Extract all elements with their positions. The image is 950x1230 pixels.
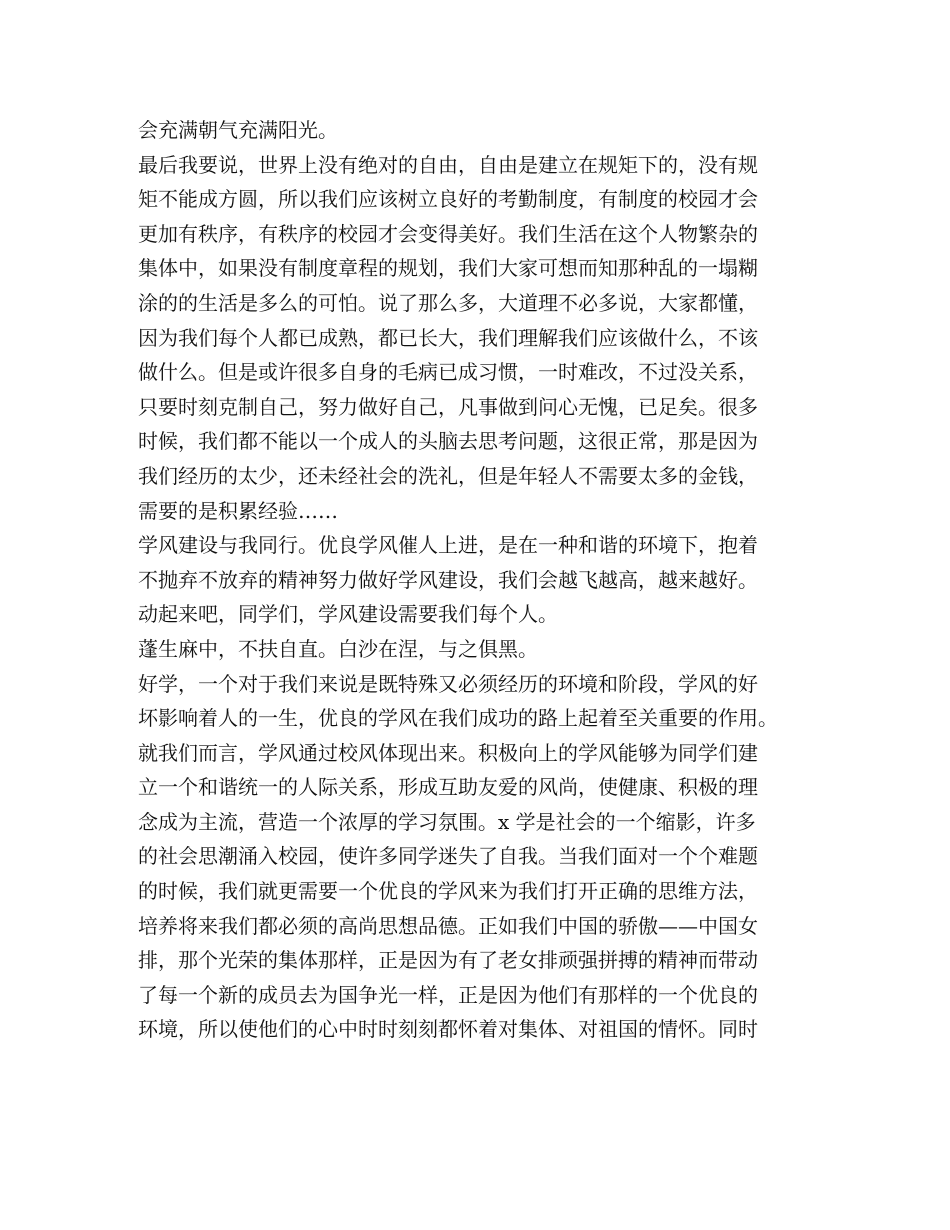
text-line: 培养将来我们都必须的高尚思想品德。正如我们中国的骄傲——中国女 <box>138 913 758 938</box>
text-line: 涂的的生活是多么的可怕。说了那么多，大道理不必多说，大家都懂， <box>138 290 758 315</box>
text-line: 的社会思潮涌入校园，使许多同学迷失了自我。当我们面对一个个难题 <box>138 844 758 869</box>
text-line: 最后我要说，世界上没有绝对的自由，自由是建立在规矩下的，没有规 <box>138 152 758 177</box>
text-line: 我们经历的太少，还未经社会的洗礼，但是年轻人不需要太多的金钱， <box>138 463 758 488</box>
text-line: 念成为主流，营造一个浓厚的学习氛围。x 学是社会的一个缩影，许多 <box>138 809 756 834</box>
text-line: 矩不能成方圆，所以我们应该树立良好的考勤制度，有制度的校园才会 <box>138 187 758 212</box>
text-line: 集体中，如果没有制度章程的规划，我们大家可想而知那种乱的一塌糊 <box>138 256 758 281</box>
text-line: 只要时刻克制自己，努力做好自己，凡事做到问心无愧，已足矣。很多 <box>138 394 758 419</box>
text-line: 更加有秩序，有秩序的校园才会变得美好。我们生活在这个人物繁杂的 <box>138 221 758 246</box>
text-line: 会充满朝气充满阳光。 <box>138 118 338 142</box>
text-line: 立一个和谐统一的人际关系，形成互助友爱的风尚，使健康、积极的理 <box>138 775 758 800</box>
text-line: 了每一个新的成员去为国争光一样，正是因为他们有那样的一个优良的 <box>138 982 758 1007</box>
text-line: 不抛弃不放弃的精神努力做好学风建设，我们会越飞越高，越来越好。 <box>138 567 758 592</box>
text-line: 就我们而言，学风通过校风体现出来。积极向上的学风能够为同学们建 <box>138 740 758 765</box>
document-body <box>138 113 838 1047</box>
text-line: 因为我们每个人都已成熟，都已长大，我们理解我们应该做什么，不该 <box>138 325 758 350</box>
text-line: 环境，所以使他们的心中时时刻刻都怀着对集体、对祖国的情怀。同时 <box>138 1017 758 1042</box>
text-line: 好学，一个对于我们来说是既特殊又必须经历的环境和阶段，学风的好 <box>138 671 758 696</box>
text-line: 坏影响着人的一生，优良的学风在我们成功的路上起着至关重要的作用。 <box>138 706 778 731</box>
text-line: 学风建设与我同行。优良学风催人上进，是在一种和谐的环境下，抱着 <box>138 533 758 558</box>
text-line: 需要的是积累经验…… <box>138 498 338 523</box>
text-line: 做什么。但是或许很多自身的毛病已成习惯，一时难改，不过没关系， <box>138 360 758 385</box>
text-line: 时候，我们都不能以一个成人的头脑去思考问题，这很正常，那是因为 <box>138 429 758 454</box>
text-line: 排，那个光荣的集体那样，正是因为有了老女排顽强拼搏的精神而带动 <box>138 948 758 973</box>
text-line: 动起来吧，同学们，学风建设需要我们每个人。 <box>138 602 558 627</box>
text-line: 的时候，我们就更需要一个优良的学风来为我们打开正确的思维方法， <box>138 879 758 904</box>
text-line: 蓬生麻中，不扶自直。白沙在涅，与之俱黑。 <box>138 636 538 661</box>
